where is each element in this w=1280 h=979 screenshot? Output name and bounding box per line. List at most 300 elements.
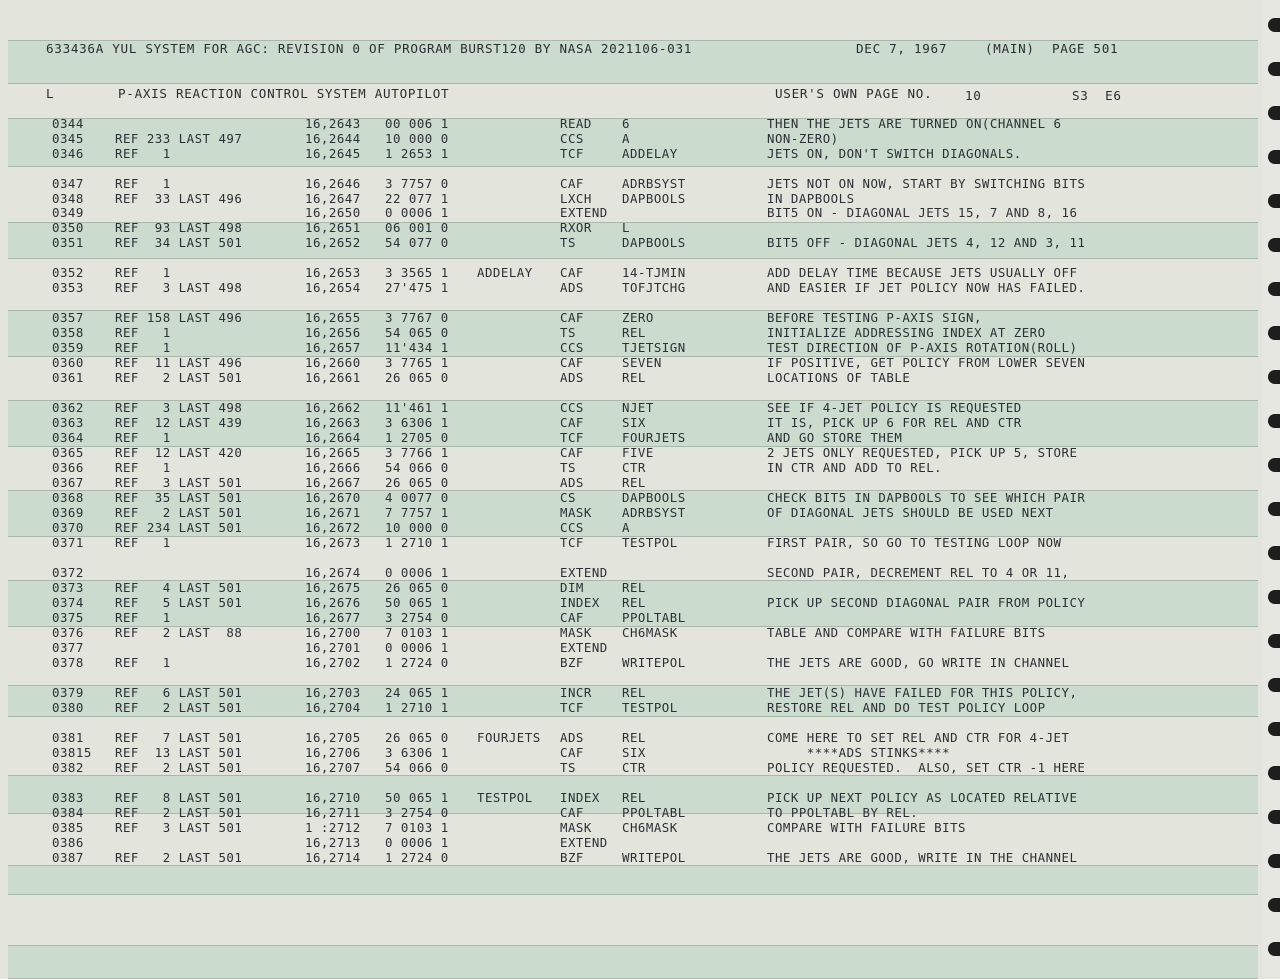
listing-cell-addr: 16,2660 — [305, 355, 361, 370]
listing-cell-data: 1 2710 1 — [385, 535, 449, 550]
listing-cell-data: 7 0103 1 — [385, 625, 449, 640]
listing-cell-op: TCF — [560, 430, 584, 445]
feed-hole — [1268, 546, 1280, 560]
user-page-label: USER'S OWN PAGE NO. — [775, 86, 933, 101]
listing-cell-data: 26 065 0 — [385, 475, 449, 490]
listing-cell-data: 10 000 0 — [385, 131, 449, 146]
listing-cell-label — [477, 131, 559, 146]
listing-cell-addr: 16,2670 — [305, 490, 361, 505]
listing-cell-label — [477, 805, 559, 820]
listing-cell-seq: 0360 — [52, 355, 84, 370]
listing-cell-data: 4 0077 0 — [385, 490, 449, 505]
listing-cell-seq: 0351 — [52, 235, 84, 250]
listing-cell-label — [477, 520, 559, 535]
listing-cell-ref: REF 7 LAST 501 — [115, 730, 243, 745]
listing-cell-comment — [767, 520, 1187, 535]
listing-cell-comment: AND EASIER IF JET POLICY NOW HAS FAILED. — [767, 280, 1086, 295]
green-bar — [8, 865, 1258, 895]
listing-cell-comment: THE JET(S) HAVE FAILED FOR THIS POLICY, — [767, 685, 1078, 700]
listing-cell-seq: 0383 — [52, 790, 84, 805]
listing-cell-seq: 0361 — [52, 370, 84, 385]
listing-cell-comment: NON-ZERO) — [767, 131, 839, 146]
listing-cell-data: 1 2724 0 — [385, 655, 449, 670]
listing-cell-ref: REF 2 LAST 501 — [115, 370, 243, 385]
listing-cell-seq: 0350 — [52, 220, 84, 235]
feed-hole — [1268, 414, 1280, 428]
listing-cell-addr: 16,2646 — [305, 176, 361, 191]
listing-cell-seq: 0371 — [52, 535, 84, 550]
listing-cell-op: BZF — [560, 850, 584, 865]
listing-cell-ref: REF 2 LAST 501 — [115, 805, 243, 820]
listing-cell-data: 11'461 1 — [385, 400, 449, 415]
feed-hole — [1268, 194, 1280, 208]
listing-cell-addr: 16,2664 — [305, 430, 361, 445]
listing-cell-addr: 16,2674 — [305, 565, 361, 580]
listing-cell-data: 50 065 1 — [385, 595, 449, 610]
listing-cell-comment: SEE IF 4-JET POLICY IS REQUESTED — [767, 400, 1022, 415]
listing-cell-data: 50 065 1 — [385, 790, 449, 805]
listing-cell-operand: CTR — [622, 460, 646, 475]
listing-cell-label — [477, 280, 559, 295]
listing-cell-seq: 0362 — [52, 400, 84, 415]
listing-cell-ref: REF 3 LAST 498 — [115, 400, 243, 415]
listing-cell-ref: REF 13 LAST 501 — [115, 745, 243, 760]
listing-cell-operand: DAPBOOLS — [622, 490, 686, 505]
listing-cell-label — [477, 445, 559, 460]
listing-cell-ref: REF 234 LAST 501 — [115, 520, 243, 535]
listing-cell-addr: 16,2704 — [305, 700, 361, 715]
listing-cell-operand: SEVEN — [622, 355, 662, 370]
listing-cell-comment: ****ADS STINKS**** — [767, 745, 951, 760]
listing-cell-op: CCS — [560, 340, 584, 355]
listing-cell-label — [477, 505, 559, 520]
listing-cell-operand: A — [622, 131, 630, 146]
listing-cell-operand — [622, 205, 762, 220]
listing-cell-op: EXTEND — [560, 205, 608, 220]
feed-hole — [1268, 810, 1280, 824]
listing-cell-seq: 0353 — [52, 280, 84, 295]
listing-cell-data: 0 0006 1 — [385, 565, 449, 580]
listing-cell-operand: NJET — [622, 400, 654, 415]
listing-cell-data: 24 065 1 — [385, 685, 449, 700]
listing-cell-op: LXCH — [560, 191, 592, 206]
listing-cell-label: TESTPOL — [477, 790, 533, 805]
feed-hole — [1268, 766, 1280, 780]
listing-cell-seq: 0385 — [52, 820, 84, 835]
listing-cell-comment — [767, 610, 1187, 625]
listing-cell-ref — [115, 835, 295, 850]
listing-cell-addr: 16,2650 — [305, 205, 361, 220]
listing-cell-label — [477, 235, 559, 250]
listing-cell-comment — [767, 580, 1187, 595]
listing-cell-comment: AND GO STORE THEM — [767, 430, 903, 445]
listing-cell-operand: REL — [622, 790, 646, 805]
listing-cell-addr: 16,2672 — [305, 520, 361, 535]
listing-cell-operand: REL — [622, 580, 646, 595]
listing-cell-seq: 0378 — [52, 655, 84, 670]
listing-cell-data: 26 065 0 — [385, 580, 449, 595]
listing-cell-seq: 0349 — [52, 205, 84, 220]
listing-cell-operand: REL — [622, 325, 646, 340]
listing-cell-comment: LOCATIONS OF TABLE — [767, 370, 911, 385]
listing-cell-addr: 16,2644 — [305, 131, 361, 146]
listing-cell-ref: REF 1 — [115, 430, 171, 445]
listing-cell-op: ADS — [560, 370, 584, 385]
listing-cell-ref: REF 1 — [115, 176, 171, 191]
listing-cell-op: CS — [560, 490, 576, 505]
listing-cell-label — [477, 430, 559, 445]
listing-cell-seq: 0377 — [52, 640, 84, 655]
listing-cell-ref: REF 1 — [115, 460, 171, 475]
listing-cell-label — [477, 610, 559, 625]
listing-cell-data: 1 2724 0 — [385, 850, 449, 865]
listing-cell-op: TS — [560, 460, 576, 475]
listing-cell-data: 00 006 1 — [385, 116, 449, 131]
listing-cell-ref: REF 34 LAST 501 — [115, 235, 243, 250]
listing-cell-label — [477, 191, 559, 206]
listing-cell-seq: 0347 — [52, 176, 84, 191]
listing-cell-data: 10 000 0 — [385, 520, 449, 535]
listing-cell-addr: 16,2676 — [305, 595, 361, 610]
listing-cell-label — [477, 835, 559, 850]
listing-cell-operand: TOFJTCHG — [622, 280, 686, 295]
listing-cell-label — [477, 460, 559, 475]
listing-cell-ref: REF 3 LAST 501 — [115, 475, 243, 490]
listing-cell-data: 3 3565 1 — [385, 265, 449, 280]
listing-cell-seq: 0366 — [52, 460, 84, 475]
listing-cell-seq: 0357 — [52, 310, 84, 325]
listing-cell-operand — [622, 835, 762, 850]
listing-cell-operand: ZERO — [622, 310, 654, 325]
listing-cell-comment: INITIALIZE ADDRESSING INDEX AT ZERO — [767, 325, 1046, 340]
listing-cell-seq: 0369 — [52, 505, 84, 520]
listing-cell-ref: REF 3 LAST 498 — [115, 280, 243, 295]
listing-cell-comment: TEST DIRECTION OF P-AXIS ROTATION(ROLL) — [767, 340, 1078, 355]
listing-cell-data: 54 065 0 — [385, 325, 449, 340]
listing-cell-operand: REL — [622, 685, 646, 700]
listing-cell-operand: REL — [622, 595, 646, 610]
listing-cell-seq: 0381 — [52, 730, 84, 745]
feed-hole — [1268, 898, 1280, 912]
listing-cell-op: CCS — [560, 131, 584, 146]
listing-cell-ref: REF 35 LAST 501 — [115, 490, 243, 505]
listing-cell-ref: REF 2 LAST 501 — [115, 850, 243, 865]
listing-cell-operand: REL — [622, 730, 646, 745]
listing-cell-addr: 16,2673 — [305, 535, 361, 550]
listing-cell-comment: JETS NOT ON NOW, START BY SWITCHING BITS — [767, 176, 1086, 191]
listing-cell-op: READ — [560, 116, 592, 131]
listing-cell-label — [477, 325, 559, 340]
listing-cell-ref: REF 6 LAST 501 — [115, 685, 243, 700]
listing-cell-ref: REF 2 LAST 501 — [115, 700, 243, 715]
listing-cell-ref — [115, 640, 295, 655]
listing-cell-seq: 0387 — [52, 850, 84, 865]
listing-cell-seq: 0352 — [52, 265, 84, 280]
listing-cell-operand: 14-TJMIN — [622, 265, 686, 280]
listing-cell-addr: 16,2677 — [305, 610, 361, 625]
listing-cell-ref: REF 1 — [115, 325, 171, 340]
listing-cell-label — [477, 490, 559, 505]
listing-header: 633436A YUL SYSTEM FOR AGC: REVISION 0 OF PROGRAM BURST120 BY NASA 2021106-031 — [46, 41, 693, 56]
section-title: P-AXIS REACTION CONTROL SYSTEM AUTOPILOT — [118, 86, 450, 101]
listing-cell-addr: 16,2665 — [305, 445, 361, 460]
listing-cell-seq: 0373 — [52, 580, 84, 595]
listing-cell-ref: REF 11 LAST 496 — [115, 355, 243, 370]
listing-cell-comment: FIRST PAIR, SO GO TO TESTING LOOP NOW — [767, 535, 1062, 550]
listing-cell-label — [477, 685, 559, 700]
listing-cell-addr: 16,2707 — [305, 760, 361, 775]
listing-cell-op: EXTEND — [560, 565, 608, 580]
listing-cell-addr: 16,2645 — [305, 146, 361, 161]
listing-cell-ref: REF 2 LAST 501 — [115, 505, 243, 520]
listing-cell-operand: L — [622, 220, 630, 235]
listing-cell-operand: ADRBSYST — [622, 505, 686, 520]
listing-cell-operand: CH6MASK — [622, 820, 678, 835]
feed-hole — [1268, 634, 1280, 648]
listing-cell-data: 1 2653 1 — [385, 146, 449, 161]
listing-cell-operand: FIVE — [622, 445, 654, 460]
listing-cell-ref: REF 8 LAST 501 — [115, 790, 243, 805]
listing-cell-addr: 16,2706 — [305, 745, 361, 760]
listing-cell-op: BZF — [560, 655, 584, 670]
listing-cell-operand — [622, 565, 762, 580]
listing-cell-data: 54 077 0 — [385, 235, 449, 250]
listing-cell-comment: BIT5 ON - DIAGONAL JETS 15, 7 AND 8, 16 — [767, 205, 1078, 220]
listing-cell-operand: TESTPOL — [622, 535, 678, 550]
listing-cell-label — [477, 535, 559, 550]
feed-hole — [1268, 18, 1280, 32]
listing-cell-seq: 0375 — [52, 610, 84, 625]
listing-cell-label — [477, 760, 559, 775]
listing-cell-data: 3 7766 1 — [385, 445, 449, 460]
listing-cell-comment: COME HERE TO SET REL AND CTR FOR 4-JET — [767, 730, 1070, 745]
listing-cell-addr: 16,2654 — [305, 280, 361, 295]
listing-cell-seq: 0374 — [52, 595, 84, 610]
listing-cell-seq: 0367 — [52, 475, 84, 490]
listing-cell-seq: 0386 — [52, 835, 84, 850]
listing-page: PAGE 501 — [1052, 41, 1119, 56]
listing-cell-addr: 16,2666 — [305, 460, 361, 475]
listing-cell-label — [477, 370, 559, 385]
listing-cell-seq: 0364 — [52, 430, 84, 445]
listing-cell-addr: 16,2657 — [305, 340, 361, 355]
listing-cell-label — [477, 850, 559, 865]
listing-cell-addr: 16,2663 — [305, 415, 361, 430]
listing-cell-seq: 0368 — [52, 490, 84, 505]
listing-cell-comment: THE JETS ARE GOOD, WRITE IN THE CHANNEL — [767, 850, 1078, 865]
listing-cell-label — [477, 700, 559, 715]
listing-cell-data: 0 0006 1 — [385, 640, 449, 655]
listing-cell-op: CAF — [560, 610, 584, 625]
listing-cell-ref: REF 1 — [115, 146, 171, 161]
listing-cell-seq: 0376 — [52, 625, 84, 640]
feed-hole — [1268, 458, 1280, 472]
listing-cell-comment: IN DAPBOOLS — [767, 191, 855, 206]
listing-cell-ref: REF 1 — [115, 535, 171, 550]
listing-cell-ref: REF 2 LAST 501 — [115, 760, 243, 775]
listing-cell-addr: 16,2655 — [305, 310, 361, 325]
listing-cell-op: INDEX — [560, 790, 600, 805]
listing-date: DEC 7, 1967 — [856, 41, 948, 56]
listing-cell-operand: WRITEPOL — [622, 655, 686, 670]
listing-cell-ref: REF 1 — [115, 655, 171, 670]
listing-cell-operand: WRITEPOL — [622, 850, 686, 865]
listing-cell-op: CAF — [560, 445, 584, 460]
listing-cell-addr: 16,2661 — [305, 370, 361, 385]
listing-cell-comment — [767, 220, 1187, 235]
listing-cell-ref: REF 12 LAST 420 — [115, 445, 243, 460]
listing-cell-label — [477, 565, 559, 580]
listing-cell-data: 54 066 0 — [385, 760, 449, 775]
listing-cell-operand: SIX — [622, 415, 646, 430]
listing-cell-label — [477, 220, 559, 235]
listing-cell-ref: REF 2 LAST 88 — [115, 625, 243, 640]
listing-cell-op: MASK — [560, 625, 592, 640]
listing-cell-ref: REF 5 LAST 501 — [115, 595, 243, 610]
listing-cell-comment: TABLE AND COMPARE WITH FAILURE BITS — [767, 625, 1046, 640]
listing-cell-seq: 0344 — [52, 116, 84, 131]
listing-cell-label — [477, 355, 559, 370]
listing-cell-label — [477, 400, 559, 415]
listing-cell-data: 27'475 1 — [385, 280, 449, 295]
listing-cell-data: 7 7757 1 — [385, 505, 449, 520]
listing-cell-ref: REF 1 — [115, 265, 171, 280]
listing-cell-ref: REF 12 LAST 439 — [115, 415, 243, 430]
listing-cell-op: TS — [560, 760, 576, 775]
listing-cell-ref: REF 3 LAST 501 — [115, 820, 243, 835]
listing-cell-operand: ADRBSYST — [622, 176, 686, 191]
listing-cell-addr: 16,2647 — [305, 191, 361, 206]
listing-cell-seq: 0370 — [52, 520, 84, 535]
listing-cell-label — [477, 625, 559, 640]
listing-cell-operand: A — [622, 520, 630, 535]
listing-cell-op: MASK — [560, 820, 592, 835]
listing-cell-seq: 0345 — [52, 131, 84, 146]
listing-cell-seq: 0384 — [52, 805, 84, 820]
listing-cell-addr: 16,2705 — [305, 730, 361, 745]
listing-cell-data: 22 077 1 — [385, 191, 449, 206]
listing-cell-comment: PICK UP SECOND DIAGONAL PAIR FROM POLICY — [767, 595, 1086, 610]
listing-cell-op: TS — [560, 325, 576, 340]
listing-cell-comment: ADD DELAY TIME BECAUSE JETS USUALLY OFF — [767, 265, 1078, 280]
listing-cell-ref: REF 1 — [115, 340, 171, 355]
listing-cell-operand: CTR — [622, 760, 646, 775]
listing-cell-op: CAF — [560, 265, 584, 280]
listing-cell-operand: SIX — [622, 745, 646, 760]
listing-cell-ref: REF 233 LAST 497 — [115, 131, 243, 146]
tractor-feed-strip — [1262, 0, 1280, 977]
listing-cell-op: EXTEND — [560, 640, 608, 655]
listing-cell-label — [477, 595, 559, 610]
listing-cell-data: 3 7767 0 — [385, 310, 449, 325]
listing-cell-data: 06 001 0 — [385, 220, 449, 235]
listing-cell-comment: TO PPOLTABL BY REL. — [767, 805, 919, 820]
feed-hole — [1268, 370, 1280, 384]
listing-cell-data: 3 6306 1 — [385, 415, 449, 430]
listing-cell-data: 3 6306 1 — [385, 745, 449, 760]
listing-cell-operand: TESTPOL — [622, 700, 678, 715]
listing-cell-label: FOURJETS — [477, 730, 541, 745]
listing-cell-addr: 16,2671 — [305, 505, 361, 520]
listing-cell-op: RXOR — [560, 220, 592, 235]
green-bar — [8, 945, 1258, 979]
listing-cell-addr: 16,2656 — [305, 325, 361, 340]
listing-cell-label — [477, 310, 559, 325]
listing-cell-ref: REF 158 LAST 496 — [115, 310, 243, 325]
feed-hole — [1268, 150, 1280, 164]
listing-cell-operand: TJETSIGN — [622, 340, 686, 355]
listing-cell-comment — [767, 835, 1187, 850]
listing-cell-operand: PPOLTABL — [622, 805, 686, 820]
listing-cell-operand: REL — [622, 370, 646, 385]
listing-cell-operand — [622, 640, 762, 655]
listing-cell-data: 26 065 0 — [385, 730, 449, 745]
listing-cell-data: 3 7757 0 — [385, 176, 449, 191]
listing-cell-ref: REF 1 — [115, 610, 171, 625]
listing-cell-label — [477, 340, 559, 355]
feed-hole — [1268, 62, 1280, 76]
listing-cell-data: 3 2754 0 — [385, 610, 449, 625]
listing-cell-op: CAF — [560, 805, 584, 820]
feed-hole — [1268, 238, 1280, 252]
listing-cell-seq: 0382 — [52, 760, 84, 775]
listing-cell-data: 1 2710 1 — [385, 700, 449, 715]
listing-cell-addr: 16,2652 — [305, 235, 361, 250]
listing-cell-addr: 16,2651 — [305, 220, 361, 235]
column-mark: L — [46, 86, 55, 101]
listing-cell-op: INCR — [560, 685, 592, 700]
listing-cell-label — [477, 116, 559, 131]
listing-cell-data: 11'434 1 — [385, 340, 449, 355]
listing-cell-comment: IN CTR AND ADD TO REL. — [767, 460, 943, 475]
listing-cell-label — [477, 475, 559, 490]
feed-hole — [1268, 282, 1280, 296]
listing-cell-data: 54 066 0 — [385, 460, 449, 475]
listing-cell-op: TCF — [560, 535, 584, 550]
listing-cell-addr: 16,2714 — [305, 850, 361, 865]
listing-cell-addr: 16,2662 — [305, 400, 361, 415]
listing-cell-seq: 0380 — [52, 700, 84, 715]
listing-cell-ref — [115, 116, 295, 131]
listing-cell-operand: FOURJETS — [622, 430, 686, 445]
listing-cell-label — [477, 580, 559, 595]
listing-cell-label — [477, 640, 559, 655]
listing-cell-ref: REF 33 LAST 496 — [115, 191, 243, 206]
listing-cell-op: TCF — [560, 146, 584, 161]
feed-hole — [1268, 854, 1280, 868]
listing-cell-seq: 0359 — [52, 340, 84, 355]
listing-cell-comment: SECOND PAIR, DECREMENT REL TO 4 OR 11, — [767, 565, 1070, 580]
listing-cell-data: 0 0006 1 — [385, 205, 449, 220]
listing-cell-op: ADS — [560, 280, 584, 295]
listing-cell-comment: POLICY REQUESTED. ALSO, SET CTR -1 HERE — [767, 760, 1086, 775]
listing-cell-addr: 16,2703 — [305, 685, 361, 700]
listing-cell-comment: PICK UP NEXT POLICY AS LOCATED RELATIVE — [767, 790, 1078, 805]
listing-cell-addr: 16,2643 — [305, 116, 361, 131]
listing-cell-comment: OF DIAGONAL JETS SHOULD BE USED NEXT — [767, 505, 1054, 520]
listing-cell-data: 1 2705 0 — [385, 430, 449, 445]
listing-cell-op: TS — [560, 235, 576, 250]
listing-cell-op: MASK — [560, 505, 592, 520]
feed-hole — [1268, 590, 1280, 604]
feed-hole — [1268, 722, 1280, 736]
listing-cell-op: CAF — [560, 310, 584, 325]
listing-cell-comment: BEFORE TESTING P-AXIS SIGN, — [767, 310, 982, 325]
listing-cell-addr: 1 :2712 — [305, 820, 361, 835]
feed-hole — [1268, 942, 1280, 956]
listing-cell-data: 7 0103 1 — [385, 820, 449, 835]
listing-cell-label — [477, 176, 559, 191]
